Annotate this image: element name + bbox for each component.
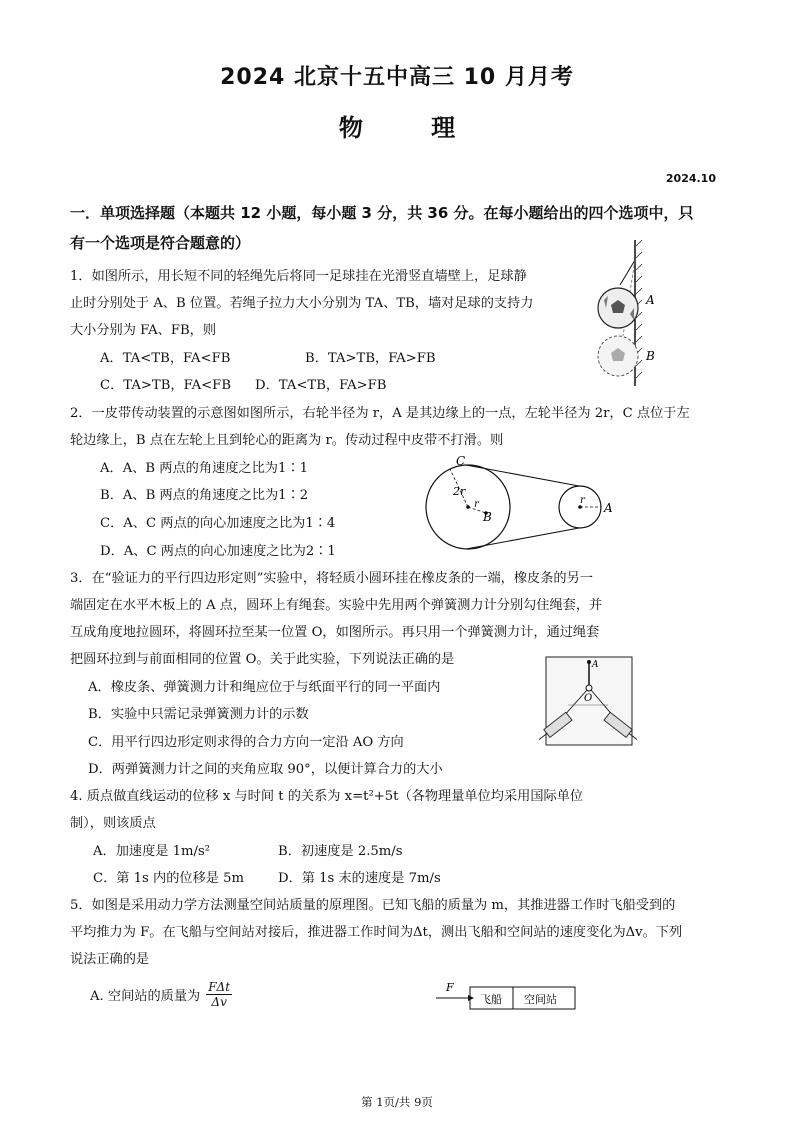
q5-fig-station-label: 空间站 (524, 993, 557, 1006)
q5-option-a-fraction (206, 980, 232, 1009)
q1-line3: 大小分别为 FA、FB，则 (70, 323, 217, 338)
q3-spring-scale-figure (528, 655, 638, 755)
section-heading-line1: 一．单项选择题（本题共 12 小题，每小题 3 分，共 36 分。在每小题给出的四个选项中，只 (70, 204, 694, 222)
q2-option-c: C．A、C 两点的向心加速度之比为1∶4 (100, 516, 336, 531)
q3-fig-label-o: O (584, 693, 593, 704)
q5-option-a-numerator: FΔt (208, 980, 231, 994)
q2-fig-label-r-left: r (474, 499, 479, 510)
q3-line4: 把圆环拉到与前面相同的位置 O。关于此实验，下列说法正确的是 (70, 652, 455, 667)
q4-option-c: C．第 1s 内的位移是 5m (93, 871, 245, 886)
q4-option-a: A．加速度是 1m/s² (93, 844, 211, 859)
exam-date: 2024.10 (665, 172, 716, 185)
q2-fig-label-b: B (483, 510, 492, 524)
q1-option-d: D．TA<TB，FA>FB (255, 378, 387, 393)
q3-option-a: A．橡皮条、弹簧测力计和绳应位于与纸面平行的同一平面内 (88, 680, 441, 695)
q1-wall-ball-figure (590, 238, 660, 388)
q5-option-a (90, 980, 232, 1009)
q4-option-b: B．初速度是 2.5m/s (278, 844, 403, 859)
q5-option-a-denominator: Δv (211, 995, 227, 1009)
q2-line1: 2．一皮带传动装置的示意图如图所示，右轮半径为 r，A 是其边缘上的一点，左轮半径为 2r，C 点位于左 (70, 406, 690, 421)
q1-line1: 1．如图所示，用长短不同的轻绳先后将同一足球挂在光滑竖直墙壁上，足球静 (70, 269, 527, 284)
q1-option-c: C．TA>TB，FA<FB (100, 378, 232, 393)
q5-ship-station-figure (432, 978, 582, 1016)
subject-title: 物 理 (338, 114, 486, 142)
q5-line1: 5．如图是采用动力学方法测量空间站质量的原理图。已知飞船的质量为 m，其推进器工作时飞船受到的 (70, 898, 676, 913)
q5-fig-ship-label: 飞船 (480, 993, 502, 1006)
q2-fig-label-2r: 2r (453, 485, 466, 498)
q3-line2: 端固定在水平木板上的 A 点，圆环上有绳套。实验中先用两个弹簧测力计分别勾住绳套，并 (70, 598, 603, 613)
q3-option-b: B．实验中只需记录弹簧测力计的示数 (88, 707, 309, 722)
section-heading-line2: 有一个选项是符合题意的） (70, 234, 251, 252)
q5-fig-label-f: F (446, 981, 454, 994)
q1-line2: 止时分别处于 A、B 位置。若绳子拉力大小分别为 TA、TB，墙对足球的支持力 (70, 296, 534, 311)
exam-title: 2024 北京十五中高三 10 月月考 (220, 65, 574, 90)
q3-fig-label-a: A (592, 660, 599, 670)
q4-option-d: D．第 1s 末的速度是 7m/s (278, 871, 441, 886)
q2-option-d: D．A、C 两点的向心加速度之比为2∶1 (100, 544, 336, 559)
q1-option-b: B．TA>TB，FA>FB (305, 351, 436, 366)
q4-line1: 4. 质点做直线运动的位移 x 与时间 t 的关系为 x=t²+5t（各物理量单位均采用国际单位 (70, 789, 584, 804)
q2-fig-label-r-right: r (580, 495, 585, 506)
q2-option-b: B．A、B 两点的角速度之比为1∶2 (100, 488, 309, 503)
q1-option-a: A．TA<TB，FA<FB (100, 351, 231, 366)
q1-fig-label-a: A (646, 293, 655, 307)
q3-option-c: C．用平行四边形定则求得的合力方向一定沿 AO 方向 (88, 735, 404, 750)
q5-line2: 平均推力为 F。在飞船与空间站对接后，推进器工作时间为Δt，测出飞船和空间站的速度变化为Δv。下列 (70, 925, 683, 940)
q2-belt-drive-figure (420, 455, 620, 555)
q1-fig-label-b: B (646, 349, 655, 363)
q2-fig-label-c: C (456, 455, 466, 468)
q4-line2: 制），则该质点 (70, 816, 156, 831)
q3-line1: 3．在“验证力的平行四边形定则”实验中，将轻质小圆环挂在橡皮条的一端，橡皮条的另一 (70, 571, 593, 586)
q2-option-a: A．A、B 两点的角速度之比为1∶1 (100, 461, 308, 476)
q2-fig-label-a: A (604, 501, 613, 515)
q5-line3: 说法正确的是 (70, 952, 150, 967)
q3-option-d: D．两弹簧测力计之间的夹角应取 90°，以便计算合力的大小 (88, 762, 443, 777)
q5-option-a-text: A. 空间站的质量为 (90, 989, 201, 1004)
q3-line3: 互成角度地拉圆环，将圆环拉至某一位置 O，如图所示。再只用一个弹簧测力计，通过绳套 (70, 625, 600, 640)
page-number: 第 1页/共 9页 (361, 1095, 433, 1109)
q2-line2: 轮边缘上，B 点在左轮上且到轮心的距离为 r。传动过程中皮带不打滑。则 (70, 433, 504, 448)
